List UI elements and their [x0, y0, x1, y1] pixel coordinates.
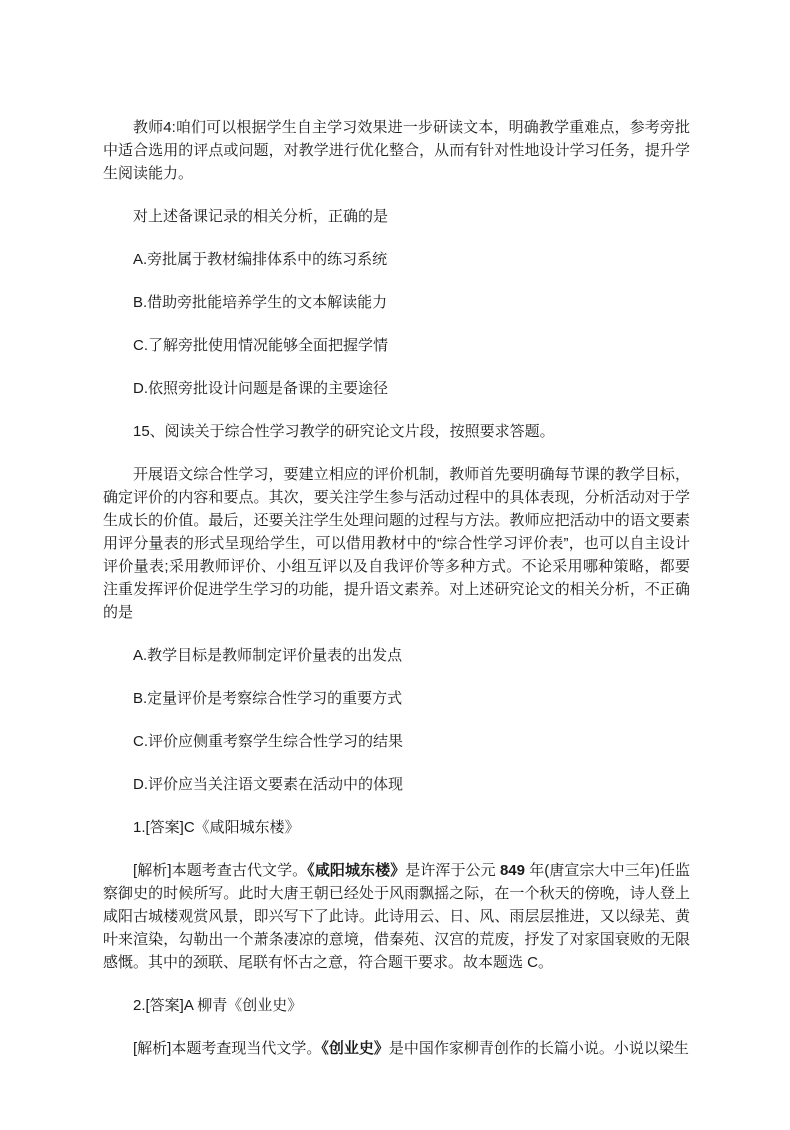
question-15-stem: 15、阅读关于综合性学习教学的研究论文片段，按照要求答题。	[133, 423, 555, 440]
analysis-paragraph-1	[103, 859, 690, 974]
paragraph-teacher4: 教师4:咱们可以根据学生自主学习效果进一步研读文本，明确教学重难点，参考旁批中适合选用的评点或问题，对教学进行优化整合，从而有针对性地设计学习任务，提升学生阅读能力。	[103, 119, 690, 182]
book-title-bold: 《创业史》	[321, 1040, 389, 1057]
text-run: 是许浑于公元	[405, 862, 500, 879]
analysis-paragraph-2	[103, 1037, 690, 1060]
paragraph-essay-15: 开展语文综合性学习，要建立相应的评价机制，教师首先要明确每节课的教学目标，确定评价的内容和要点。其次，要关注学生参与活动过程中的具体表现，分析活动对于学生成长的价值。最后，还要关注学生处理问题的过程与方法。教师应把活动中的语文要素用评分量表的形式呈现给学生，可以借用教材中的“综合性学习评价表”，也可以自主设计评价量表;采用教师评价、小组互评以及自我评价等多种方式。不论采用哪种策略，都要注重发挥评价促进学生学习的功能，提升语文素养。对上述研究论文的相关分析，不正确的是	[103, 466, 690, 621]
question-prompt-14: 对上述备课记录的相关分析，正确的是	[133, 208, 389, 225]
book-title-bold: 《咸阳城东楼》	[307, 862, 406, 879]
answer-line-1: 1.[答案]C《咸阳城东楼》	[133, 819, 300, 836]
text-run: 年(唐宣宗大中三年)任监察御史的时候所写。此时大唐王朝已经处于风雨飘摇之际，在一个秋天的傍晚，诗人登上咸阳古城楼观赏风景，即兴写下了此诗。此诗用云、日、风、雨层层推进，又以绿芜、黄叶来渲染，勾勒出一个萧条凄凉的意境，借秦苑、汉宫的荒废，抒发了对家国衰败的无限感慨。其中的颈联、尾联有怀古之意，符合题干要求。故本题选 C。	[103, 862, 690, 971]
option-14-c: C.了解旁批使用情况能够全面把握学情	[133, 337, 389, 354]
option-15-d: D.评价应当关注语文要素在活动中的体现	[133, 776, 404, 793]
option-14-a: A.旁批属于教材编排体系中的练习系统	[133, 251, 388, 268]
text-run: [解析]本题考查古代文学。	[133, 862, 308, 879]
year-bold: 849	[499, 862, 525, 879]
option-14-d: D.依照旁批设计问题是备课的主要途径	[133, 380, 389, 397]
answer-line-2: 2.[答案]A 柳青《创业史》	[133, 997, 303, 1014]
option-15-a: A.教学目标是教师制定评价量表的出发点	[133, 647, 403, 664]
option-14-b: B.借助旁批能培养学生的文本解读能力	[133, 294, 388, 311]
text-run: [解析]本题考查现当代文学。	[133, 1040, 322, 1057]
text-run: 是中国作家柳青创作的长篇小说。小说以梁生	[388, 1040, 689, 1057]
option-15-b: B.定量评价是考察综合性学习的重要方式	[133, 690, 403, 707]
option-15-c: C.评价应侧重考察学生综合性学习的结果	[133, 733, 404, 750]
